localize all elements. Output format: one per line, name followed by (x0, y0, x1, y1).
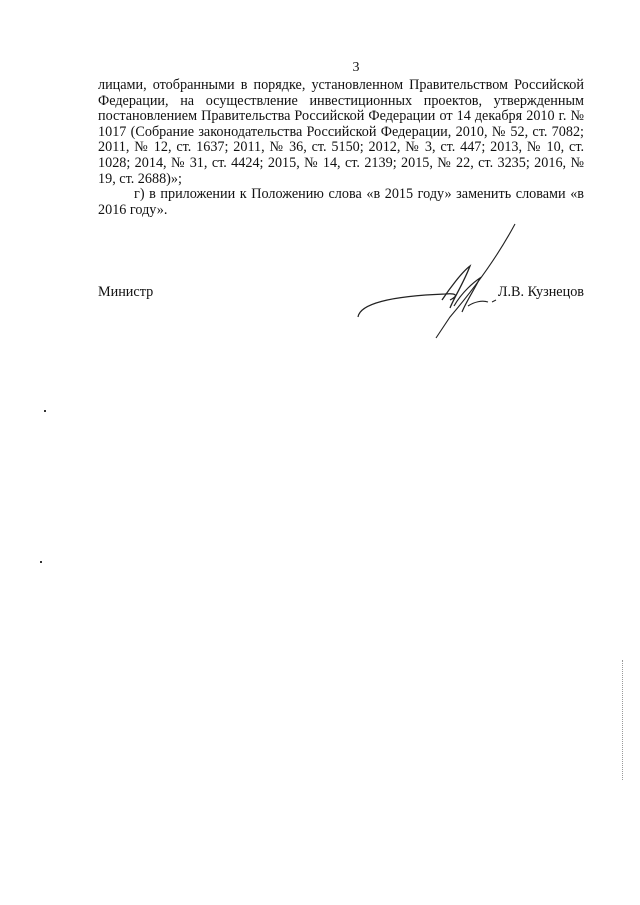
scan-edge-marks (622, 660, 624, 780)
document-body (98, 78, 584, 218)
signer-name: Л.В. Кузнецов (497, 284, 584, 300)
page-number: 3 (352, 60, 360, 75)
paragraph-continuation: лицами, отобранными в порядке, установленном Правительством Российской Федерации, на осуществление инвестиционных проектов, утвержденным постановлением Правительства Российской Федерации от 14 декабря 2010 г. № 1017 (Собрание законодательства Российской Федерации, 2010, № 52, ст. 7082; 2011, № 12, ст. 1637; 2011, № 36, ст. 5150; 2012, № 3, ст. 447; 2013, № 10, ст. 1028; 2014, № 31, ст. 4424; 2015, № 14, ст. 2139; 2015, № 22, ст. 3235; 2016, № 19, ст. 2688)»; (98, 77, 584, 187)
signer-role: Министр (98, 284, 154, 300)
paragraph-item-g: г) в приложении к Положению слова «в 2015 году» заменить словами «в 2016 году». (98, 186, 584, 218)
scan-speck (40, 561, 42, 563)
handwritten-signature-icon (350, 222, 530, 342)
scan-speck (44, 410, 46, 412)
